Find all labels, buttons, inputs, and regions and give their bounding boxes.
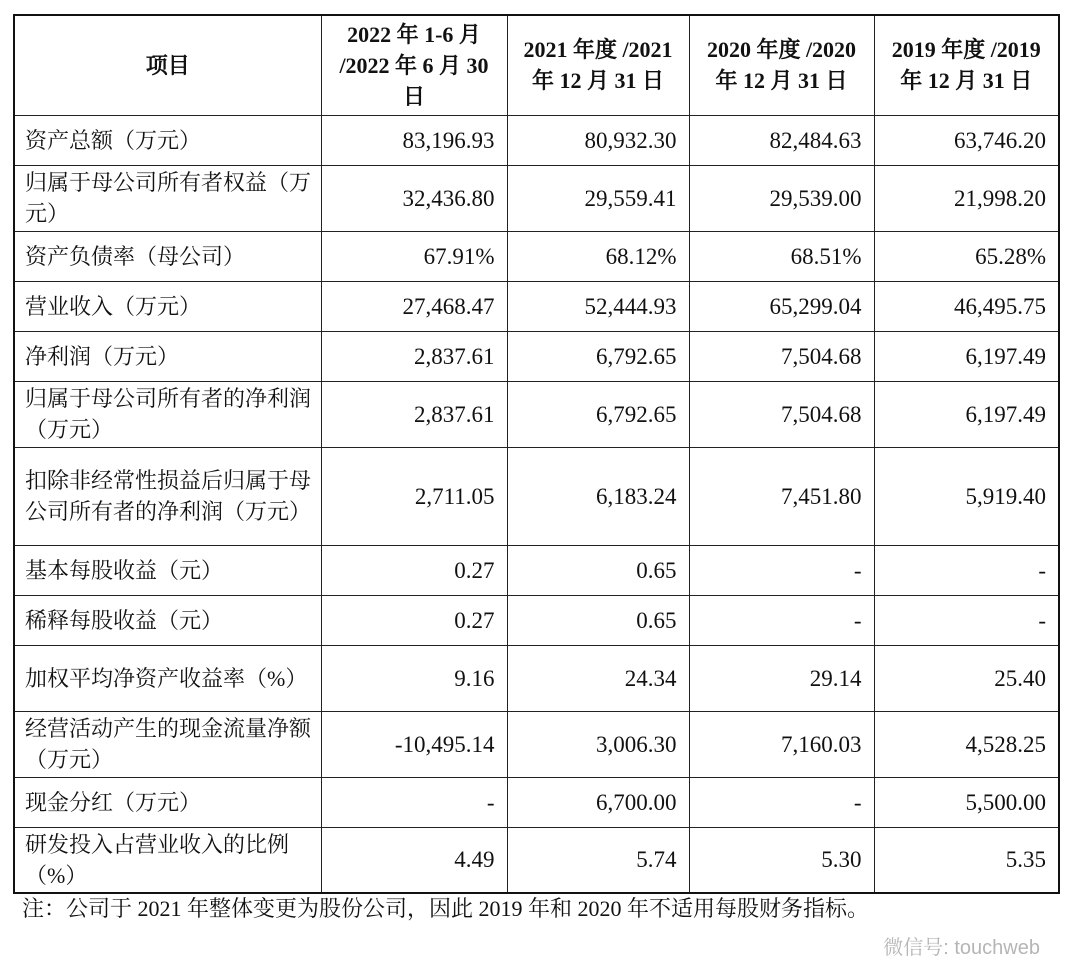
cell-value: 7,160.03 <box>689 711 874 777</box>
header-item: 项目 <box>14 15 321 115</box>
cell-value: 82,484.63 <box>689 115 874 165</box>
cell-value: 27,468.47 <box>321 281 507 331</box>
table-row <box>14 165 1059 231</box>
table-row <box>14 645 1059 711</box>
cell-value: 63,746.20 <box>874 115 1059 165</box>
header-2022h1: 2022 年 1-6 月 /2022 年 6 月 30 日 <box>321 15 507 115</box>
cell-value: 2,837.61 <box>321 381 507 447</box>
cell-value: 83,196.93 <box>321 115 507 165</box>
table-row <box>14 595 1059 645</box>
table-row <box>14 381 1059 447</box>
cell-value: - <box>689 545 874 595</box>
header-2020: 2020 年度 /2020 年 12 月 31 日 <box>689 15 874 115</box>
cell-value: - <box>689 777 874 827</box>
row-label: 资产总额（万元） <box>14 115 321 165</box>
cell-value: 6,792.65 <box>507 331 689 381</box>
watermark: 微信号: touchweb <box>883 937 1040 959</box>
row-label: 稀释每股收益（元） <box>14 595 321 645</box>
cell-value: 5,500.00 <box>874 777 1059 827</box>
cell-value: -10,495.14 <box>321 711 507 777</box>
table-row <box>14 447 1059 545</box>
cell-value: 24.34 <box>507 645 689 711</box>
cell-value: - <box>874 595 1059 645</box>
cell-value: - <box>321 777 507 827</box>
cell-value: 0.65 <box>507 595 689 645</box>
table-row <box>14 827 1059 893</box>
cell-value: 5.30 <box>689 827 874 893</box>
cell-value: 29,539.00 <box>689 165 874 231</box>
cell-value: 6,197.49 <box>874 381 1059 447</box>
cell-value: 7,504.68 <box>689 381 874 447</box>
cell-value: 4,528.25 <box>874 711 1059 777</box>
cell-value: 68.12% <box>507 231 689 281</box>
table-row <box>14 115 1059 165</box>
cell-value: 9.16 <box>321 645 507 711</box>
cell-value: - <box>874 545 1059 595</box>
cell-value: 5,919.40 <box>874 447 1059 545</box>
cell-value: 6,197.49 <box>874 331 1059 381</box>
row-label: 资产负债率（母公司） <box>14 231 321 281</box>
row-label: 归属于母公司所有者权益（万元） <box>14 165 321 231</box>
table-row <box>14 231 1059 281</box>
cell-value: 4.49 <box>321 827 507 893</box>
cell-value: 67.91% <box>321 231 507 281</box>
cell-value: 5.35 <box>874 827 1059 893</box>
cell-value: 68.51% <box>689 231 874 281</box>
table-row <box>14 545 1059 595</box>
cell-value: 52,444.93 <box>507 281 689 331</box>
table-row <box>14 777 1059 827</box>
table-row <box>14 281 1059 331</box>
cell-value: 29.14 <box>689 645 874 711</box>
financial-indicators-table <box>13 14 1060 894</box>
table-row <box>14 711 1059 777</box>
row-label: 现金分红（万元） <box>14 777 321 827</box>
cell-value: 3,006.30 <box>507 711 689 777</box>
cell-value: 46,495.75 <box>874 281 1059 331</box>
cell-value: 32,436.80 <box>321 165 507 231</box>
cell-value: 5.74 <box>507 827 689 893</box>
cell-value: 65.28% <box>874 231 1059 281</box>
row-label: 加权平均净资产收益率（%） <box>14 645 321 711</box>
cell-value: 25.40 <box>874 645 1059 711</box>
row-label: 净利润（万元） <box>14 331 321 381</box>
cell-value: 80,932.30 <box>507 115 689 165</box>
row-label: 经营活动产生的现金流量净额（万元） <box>14 711 321 777</box>
cell-value: - <box>689 595 874 645</box>
cell-value: 7,451.80 <box>689 447 874 545</box>
cell-value: 65,299.04 <box>689 281 874 331</box>
cell-value: 2,837.61 <box>321 331 507 381</box>
cell-value: 2,711.05 <box>321 447 507 545</box>
row-label: 归属于母公司所有者的净利润（万元） <box>14 381 321 447</box>
cell-value: 6,700.00 <box>507 777 689 827</box>
cell-value: 0.27 <box>321 595 507 645</box>
cell-value: 6,183.24 <box>507 447 689 545</box>
cell-value: 0.65 <box>507 545 689 595</box>
row-label: 营业收入（万元） <box>14 281 321 331</box>
header-2019: 2019 年度 /2019 年 12 月 31 日 <box>874 15 1059 115</box>
row-label: 扣除非经常性损益后归属于母公司所有者的净利润（万元） <box>14 447 321 545</box>
cell-value: 21,998.20 <box>874 165 1059 231</box>
cell-value: 6,792.65 <box>507 381 689 447</box>
row-label: 基本每股收益（元） <box>14 545 321 595</box>
footnote: 注：公司于 2021 年整体变更为股份公司，因此 2019 年和 2020 年不适用每股财务指标。 <box>22 896 870 921</box>
cell-value: 29,559.41 <box>507 165 689 231</box>
header-2021: 2021 年度 /2021 年 12 月 31 日 <box>507 15 689 115</box>
header-row <box>14 15 1059 115</box>
cell-value: 0.27 <box>321 545 507 595</box>
cell-value: 7,504.68 <box>689 331 874 381</box>
document-body <box>13 14 1058 922</box>
row-label: 研发投入占营业收入的比例（%） <box>14 827 321 893</box>
table-row <box>14 331 1059 381</box>
